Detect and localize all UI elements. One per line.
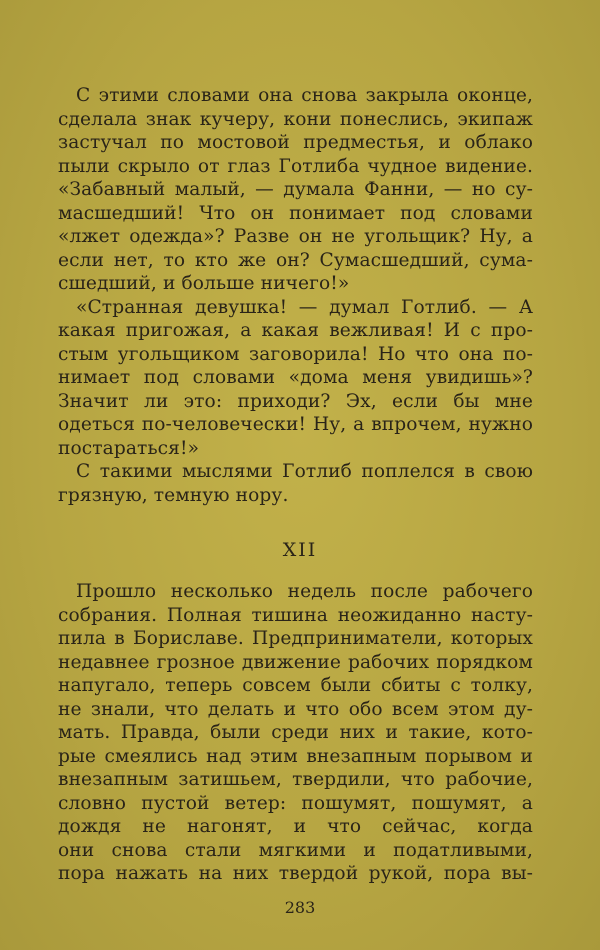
text-line: С этими словами она снова закрыла оконце,: [76, 85, 533, 106]
text-line: С такими мыслями Готлиб поплелся в свою: [76, 461, 533, 482]
text-line: внезапным затишьем, твердили, что рабочие,: [58, 769, 533, 790]
text-line: сделала знак кучеру, кони понеслись, экипаж: [58, 108, 533, 130]
text-line: стым угольщиком заговорила! Но что она по-: [58, 343, 533, 365]
text-line: «лжет одежда»? Разве он не угольщик? Ну, а: [58, 226, 533, 247]
text-line: пора нажать на них твердой рукой, пора вы-: [58, 863, 533, 884]
text-line: собрания. Полная тишина неожиданно насту-: [58, 604, 533, 626]
text-line: словно пустой ветер: пошумят, пошумят, а: [58, 792, 533, 814]
text-line: «Забавный малый, — думала Фанни, — но су-: [58, 179, 533, 200]
paragraph-4: [58, 580, 533, 886]
text-line: рые смеялись над этим внезапным порывом и: [58, 745, 533, 767]
text-line: «Странная девушка! — думал Готлиб. — А: [76, 296, 533, 318]
text-line: напугало, теперь совсем были сбиты с толку,: [58, 675, 533, 696]
text-line: одеться по-человечески! Ну, а впрочем, нужно: [58, 414, 533, 435]
text-line: какая пригожая, а какая вежливая! И с про-: [58, 320, 533, 341]
text-line: масшедший! Что он понимает под словами: [58, 202, 533, 224]
page-number: 283: [284, 898, 316, 917]
paragraph-1: [58, 84, 533, 296]
text-line: пыли скрыло от глаз Готлиба чудное видение.: [58, 155, 533, 177]
text-line: сшедший, и больше ничего!»: [58, 273, 350, 294]
text-line: недавнее грозное движение рабочих порядком: [58, 651, 533, 673]
text-line: дождя не нагонят, и что сейчас, когда: [58, 816, 533, 837]
text-line: если нет, то кто же он? Сумасшедший, сума-: [58, 249, 533, 271]
paragraph-3: [58, 460, 533, 507]
paragraph-2: [58, 296, 533, 461]
text-line: не знали, что делать и что обо всем этом ду-: [58, 698, 533, 720]
text-line: нимает под словами «дома меня увидишь»?: [58, 367, 533, 388]
text-block-top: [58, 84, 533, 507]
text-line: мать. Правда, были среди них и такие, кото-: [58, 722, 533, 743]
text-line: они снова стали мягкими и податливыми,: [58, 839, 533, 861]
text-line: застучал по мостовой предместья, и облако: [58, 132, 533, 153]
chapter-title: XII: [282, 539, 318, 561]
text-line: пила в Бориславе. Предприниматели, которых: [58, 628, 533, 649]
text-line: грязную, темную нору.: [58, 484, 289, 506]
text-line: Значит ли это: приходи? Эх, если бы мне: [58, 390, 533, 412]
text-line: Прошло несколько недель после рабочего: [76, 581, 533, 602]
text-block-bottom: [58, 580, 533, 886]
text-line: постараться!»: [58, 437, 200, 459]
